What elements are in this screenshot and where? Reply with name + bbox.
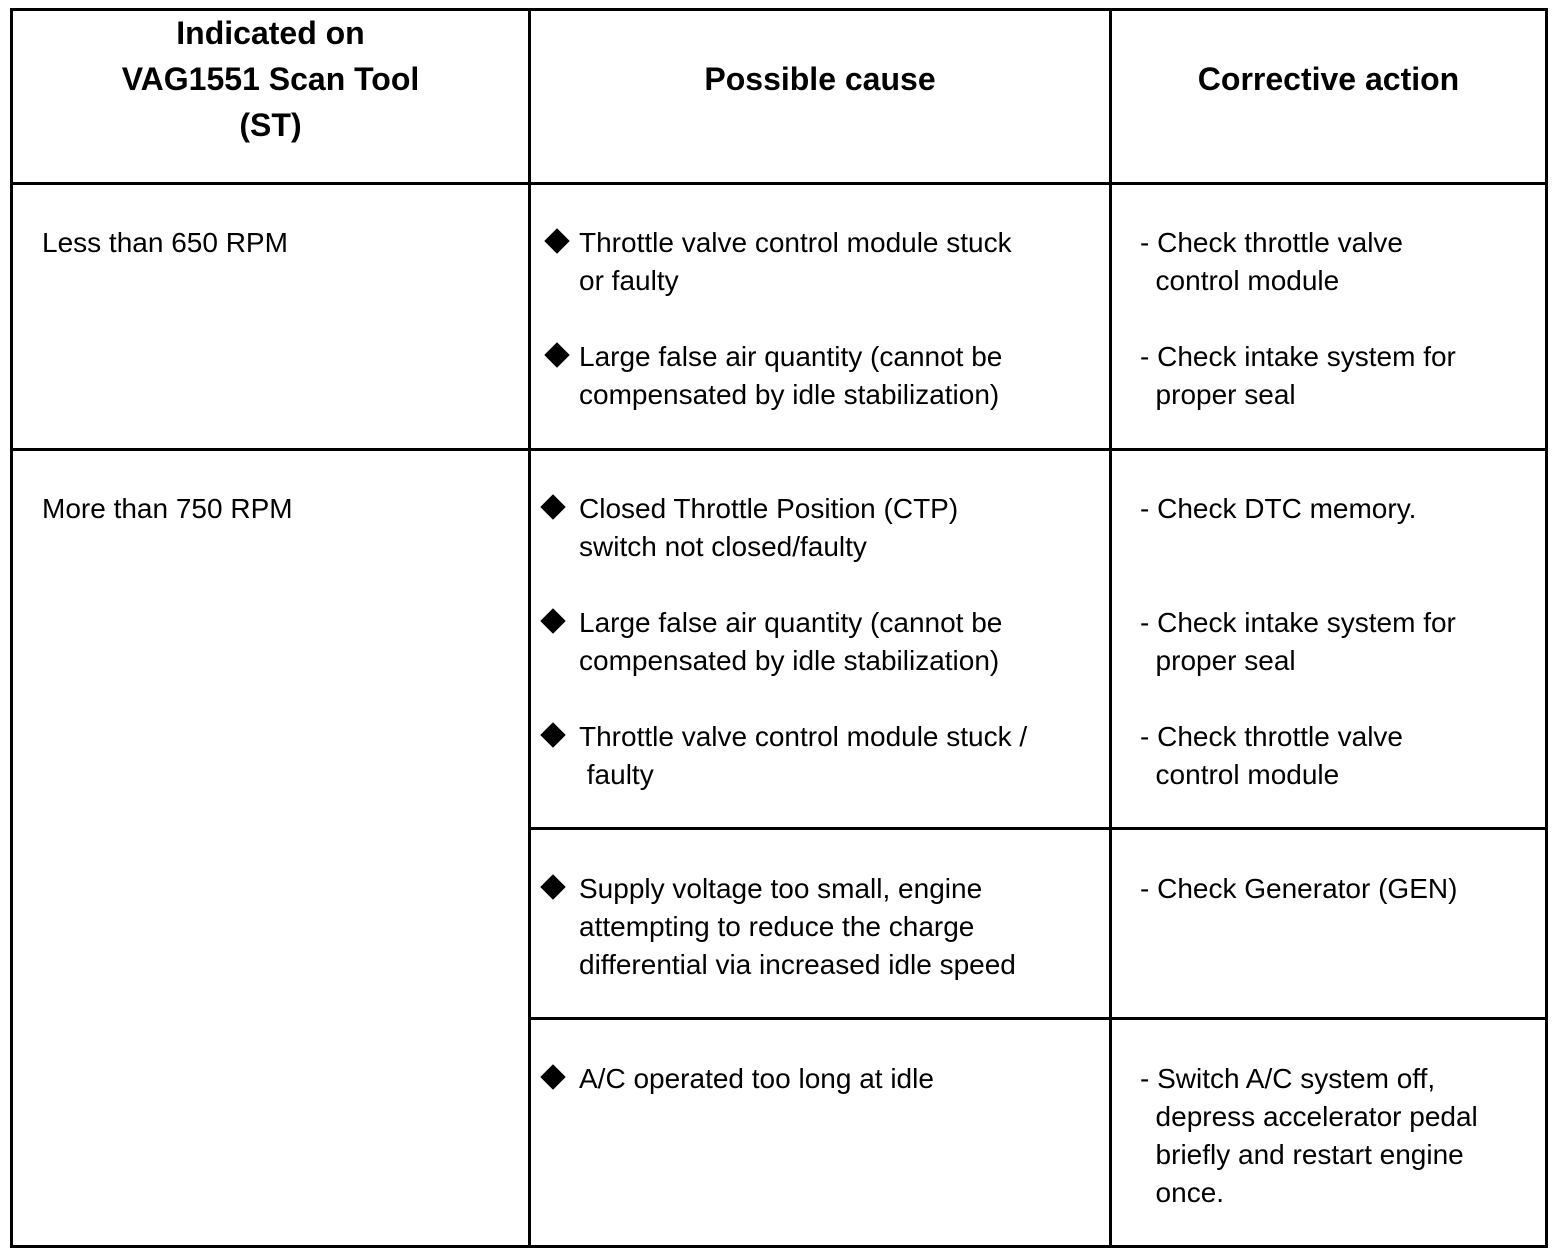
bullet-diamond-icon	[540, 608, 565, 633]
row2-action-4: - Check Generator (GEN)	[1140, 873, 1458, 904]
bullet-diamond-icon	[544, 342, 569, 367]
diagnostic-table	[10, 8, 1548, 1248]
row2-action-2: - Check intake system for proper seal	[1140, 607, 1456, 676]
row2-action-1: - Check DTC memory.	[1140, 493, 1417, 524]
header-corrective-action: Corrective action	[1197, 61, 1460, 97]
header-possible-cause: Possible cause	[704, 61, 936, 97]
bullet-diamond-icon	[540, 494, 565, 519]
row2-cause-5: A/C operated too long at idle	[579, 1063, 934, 1094]
row2-cause-2: Large false air quantity (cannot be compensated by idle stabilization)	[579, 607, 1003, 676]
row1-action-2: - Check intake system for proper seal	[1140, 341, 1456, 410]
row2-action-3: - Check throttle valve control module	[1140, 721, 1403, 790]
bullet-diamond-icon	[544, 228, 569, 253]
row2-cause-3: Throttle valve control module stuck / faulty	[579, 721, 1028, 790]
header-divider	[10, 182, 1548, 185]
row-divider-1	[10, 448, 1548, 451]
row2-action-5: - Switch A/C system off, depress accelerator pedal briefly and restart engine once.	[1140, 1063, 1478, 1208]
row2-indicated: More than 750 RPM	[42, 493, 293, 524]
row1-cause-2: Large false air quantity (cannot be compensated by idle stabilization)	[579, 341, 1003, 410]
subrow-divider-2	[528, 1017, 1548, 1020]
table-border-left	[10, 8, 13, 1248]
row1-indicated: Less than 650 RPM	[42, 227, 288, 258]
row2-cause-1: Closed Throttle Position (CTP) switch not closed/faulty	[579, 493, 959, 562]
subrow-divider-1	[528, 827, 1548, 830]
row2-cause-4: Supply voltage too small, engine attempting to reduce the charge differential via increased idle speed	[579, 873, 1016, 980]
column-divider-1	[528, 8, 531, 1248]
row1-cause-1: Throttle valve control module stuck or faulty	[579, 227, 1012, 296]
column-divider-2	[1109, 8, 1112, 1248]
header-indicated: Indicated on VAG1551 Scan Tool (ST)	[121, 15, 420, 143]
table-border-bottom	[10, 1245, 1548, 1248]
bullet-diamond-icon	[540, 1064, 565, 1089]
table-border-right	[1545, 8, 1548, 1248]
row1-action-1: - Check throttle valve control module	[1140, 227, 1403, 296]
bullet-diamond-icon	[540, 874, 565, 899]
bullet-diamond-icon	[540, 722, 565, 747]
